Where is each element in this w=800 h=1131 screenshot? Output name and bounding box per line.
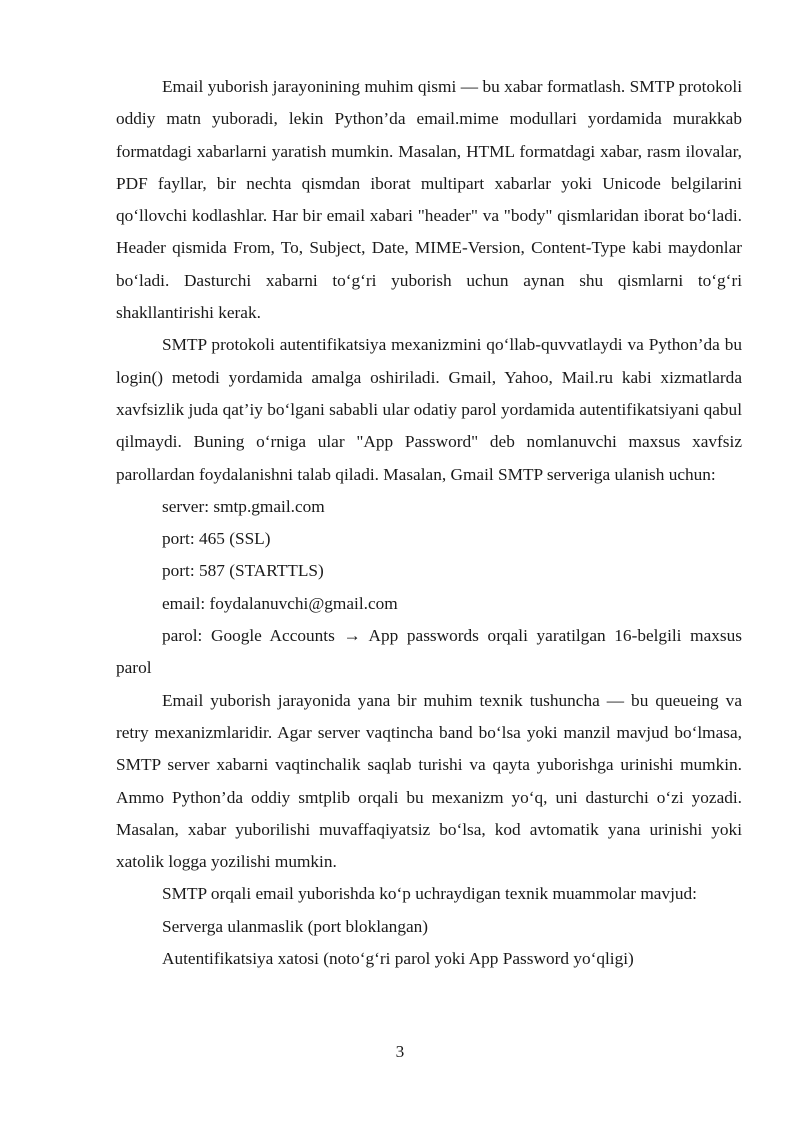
problem-item-authentication: Autentifikatsiya xatosi (noto‘g‘ri parol yoki App Password yo‘qligi)	[162, 949, 634, 969]
setting-email: email: foydalanuvchi@gmail.com	[162, 593, 398, 613]
paragraph-queueing-retry: Email yuborish jarayonida yana bir muhim texnik tushuncha — bu queueing va retry mexanizmlaridir. Agar server vaqtincha band bo‘lsa yoki manzil mavjud bo‘lmasa, SMTP server xabarni vaqtinchalik saqlab turishi va qayta yuborishga urinishi mumkin. Ammo Python’da oddiy smtplib orqali bu mexanizm yo‘q, uni dasturchi o‘zi yozadi. Masalan, xabar yuborilishi muvaffaqiyatsiz bo‘lsa, kod avtomatik yana urinishi yoki xatolik logga yozilishi mumkin.	[116, 690, 742, 872]
paragraph-common-problems: SMTP orqali email yuborishda ko‘p uchraydigan texnik muammolar mavjud:	[162, 884, 697, 904]
setting-port-ssl: port: 465 (SSL)	[162, 529, 271, 549]
paragraph-email-formatting: Email yuborish jarayonining muhim qismi — bu xabar formatlash. SMTP protokoli oddiy matn yuboradi, lekin Python’da email.mime modullari yordamida murakkab formatdagi xabarlarni yaratish mumkin. Masalan, HTML formatdagi xabar, rasm ilovalar, PDF fayllar, bir nechta qismdan iborat multipart xabarlar yoki Unicode belgilarini qo‘llovchi kodlashlar. Har bir email xabari "header" va "body" qismlaridan iborat bo‘ladi. Header qismida From, To, Subject, Date, MIME-Version, Content-Type kabi maydonlar bo‘ladi. Dasturchi xabarni to‘g‘ri yuborish uchun aynan shu qismlarni to‘g‘ri shakllantirishi kerak.	[116, 77, 742, 323]
setting-server: server: smtp.gmail.com	[162, 496, 325, 516]
page-number: 3	[395, 1042, 405, 1061]
paragraph-smtp-authentication: SMTP protokoli autentifikatsiya mexanizmini qo‘llab-quvvatlaydi va Python’da bu login() metodi yordamida amalga oshiriladi. Gmail, Yahoo, Mail.ru kabi xizmatlarda xavfsizlik juda qat’iy bo‘lgani sababli ular odatiy parol yordamida autentifikatsiyani qabul qilmaydi. Buning o‘rniga ular "App Password" deb nomlanuvchi maxsus xavfsiz parollardan foydalanishni talab qiladi. Masalan, Gmail SMTP serveriga ulanish uchun:	[116, 335, 742, 484]
setting-password: parol: Google Accounts → App passwords orqali yaratilgan 16-belgili maxsus parol	[116, 626, 742, 678]
document-page	[116, 71, 742, 975]
problem-item-connection: Serverga ulanmaslik (port bloklangan)	[162, 916, 429, 936]
setting-port-starttls: port: 587 (STARTTLS)	[162, 561, 324, 581]
